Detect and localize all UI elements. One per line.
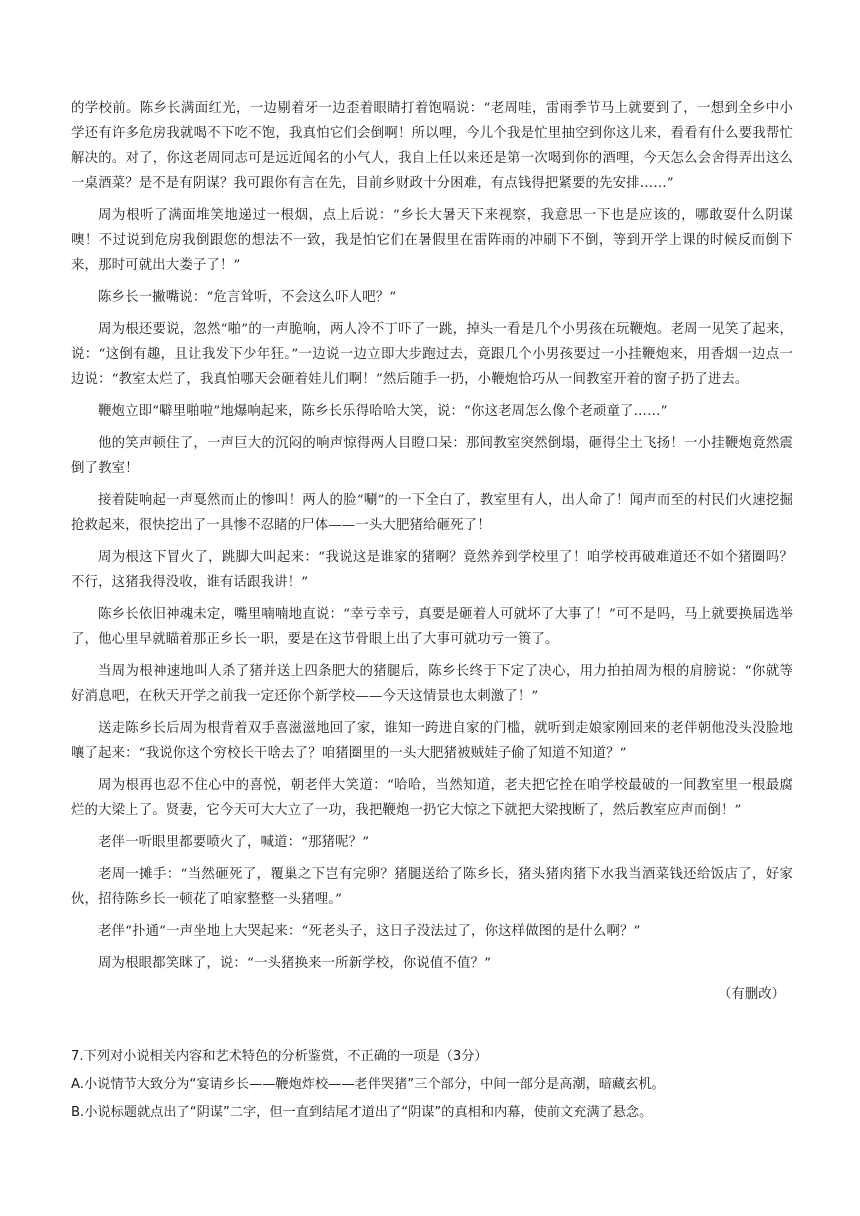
story-paragraph: 老伴“扑通”一声坐地上大哭起来：“死老头子，这日子没法过了，你这样做图的是什么啊？” [98,924,641,939]
story-paragraph: 陈乡长依旧神魂未定，嘴里喃喃地直说：“幸亏幸亏，真要是砸着人可就坏了大事了！”可不是吗，马上就要换届选举了，他心里早就瞄着那正乡长一职，要是在这节骨眼上出了大事可就功亏一篑了。 [71,607,793,647]
question-7-stem: 7.下列对小说相关内容和艺术特色的分析鉴赏，不正确的一项是（3分） [71,1049,488,1064]
story-paragraph: 老周一摊手：“当然砸死了，覆巢之下岂有完卵？猪腿送给了陈乡长，猪头猪肉猪下水我当酒菜钱还给饭店了，好家伙，招待陈乡长一顿花了咱家整整一头猪哩。” [71,867,793,907]
question-section [71,1045,793,1129]
story-paragraph: 周为根这下冒火了，跳脚大叫起来：“我说这是谁家的猪啊？竟然养到学校里了！咱学校再破难道还不如个猪圈吗？不行，这猪我得没收，谁有话跟我讲！” [71,550,793,590]
story-paragraph: 当周为根神速地叫人杀了猪并送上四条肥大的猪腿后，陈乡长终于下定了决心，用力拍拍周为根的肩膀说：“你就等好消息吧，在秋天开学之前我一定还你个新学校——今天这情景也太刺激了！” [71,664,793,704]
story-paragraph: 送走陈乡长后周为根背着双手喜滋滋地回了家，谁知一跨进自家的门槛，就听到走娘家刚回来的老伴朝他没头没脸地嚷了起来：“我说你这个穷校长干啥去了？咱猪圈里的一头大肥猪被贼娃子偷了知道不知道？” [71,721,793,761]
story-paragraph: 他的笑声顿住了，一声巨大的沉闷的响声惊得两人目瞪口呆：那间教室突然倒塌，砸得尘土飞扬！一小挂鞭炮竟然震倒了教室！ [71,436,793,476]
story-paragraph: 周为根眼都笑眯了，说：“一头猪换来一所新学校，你说值不值？” [98,956,492,971]
story-paragraph: 鞭炮立即“噼里啪啦”地爆响起来，陈乡长乐得哈哈大笑，说：“你这老周怎么像个老顽童了……” [98,404,668,419]
story-text [71,96,793,1007]
option-b: B.小说标题就点出了“阴谋”二字，但一直到结尾才道出了“阴谋”的真相和内幕，使前文充满了悬念。 [71,1105,653,1120]
source-note: （有删改） [718,987,785,1002]
story-paragraph: 老伴一听眼里都要喷火了，喊道：“那猪呢？” [98,835,370,850]
option-a: A.小说情节大致分为“宴请乡长——鞭炮炸校——老伴哭猪”三个部分，中间一部分是高潮，暗藏玄机。 [71,1077,665,1092]
story-paragraph: 接着陡响起一声戛然而止的惨叫！两人的脸“唰”的一下全白了，教室里有人，出人命了！闻声而至的村民们火速挖掘抢救起来，很快挖出了一具惨不忍睹的尸体——一头大肥猪给砸死了！ [71,493,793,533]
story-paragraph: 的学校前。陈乡长满面红光，一边剔着牙一边歪着眼睛打着饱嗝说：“老周哇，雷雨季节马上就要到了，一想到全乡中小学还有许多危房我就喝不下吃不饱，我真怕它们会倒啊！所以哩，今儿个我是忙里抽空到你这儿来，看看有什么要我帮忙解决的。对了，你这老周同志可是远近闻名的小气人，我自上任以来还是第一次喝到你的酒哩，今天怎么会舍得弄出这么一桌酒菜？是不是有阴谋？我可跟你有言在先，目前乡财政十分困难，有点钱得把紧要的先安排……” [71,101,793,191]
story-paragraph: 周为根听了满面堆笑地递过一根烟，点上后说：“乡长大暑天下来视察，我意思一下也是应该的，哪敢耍什么阴谋噢！不过说到危房我倒跟您的想法不一致，我是怕它们在暑假里在雷阵雨的冲刷下不倒，等到开学上课的时候反而倒下来，那时可就出大娄子了！” [71,208,793,273]
story-paragraph: 陈乡长一撇嘴说：“危言耸听，不会这么吓人吧？” [98,290,397,305]
story-paragraph: 周为根还要说，忽然“啪”的一声脆响，两人冷不丁吓了一跳，掉头一看是几个小男孩在玩鞭炮。老周一见笑了起来，说：“这倒有趣，且让我发下少年狂。”一边说一边立即大步跑过去，竟跟几个小男孩要过一小挂鞭炮来，用香烟一边点一边说：“教室太烂了，我真怕哪天会砸着娃儿们啊！”然后随手一扔，小鞭炮恰巧从一间教室开着的窗子扔了进去。 [71,322,793,387]
story-paragraph: 周为根再也忍不住心中的喜悦，朝老伴大笑道：“哈哈，当然知道，老夫把它拴在咱学校最破的一间教室里一根最腐烂的大梁上了。贤妻，它今天可大大立了一功，我把鞭炮一扔它大惊之下就把大梁拽断了，然后教室应声而倒！” [71,778,793,818]
